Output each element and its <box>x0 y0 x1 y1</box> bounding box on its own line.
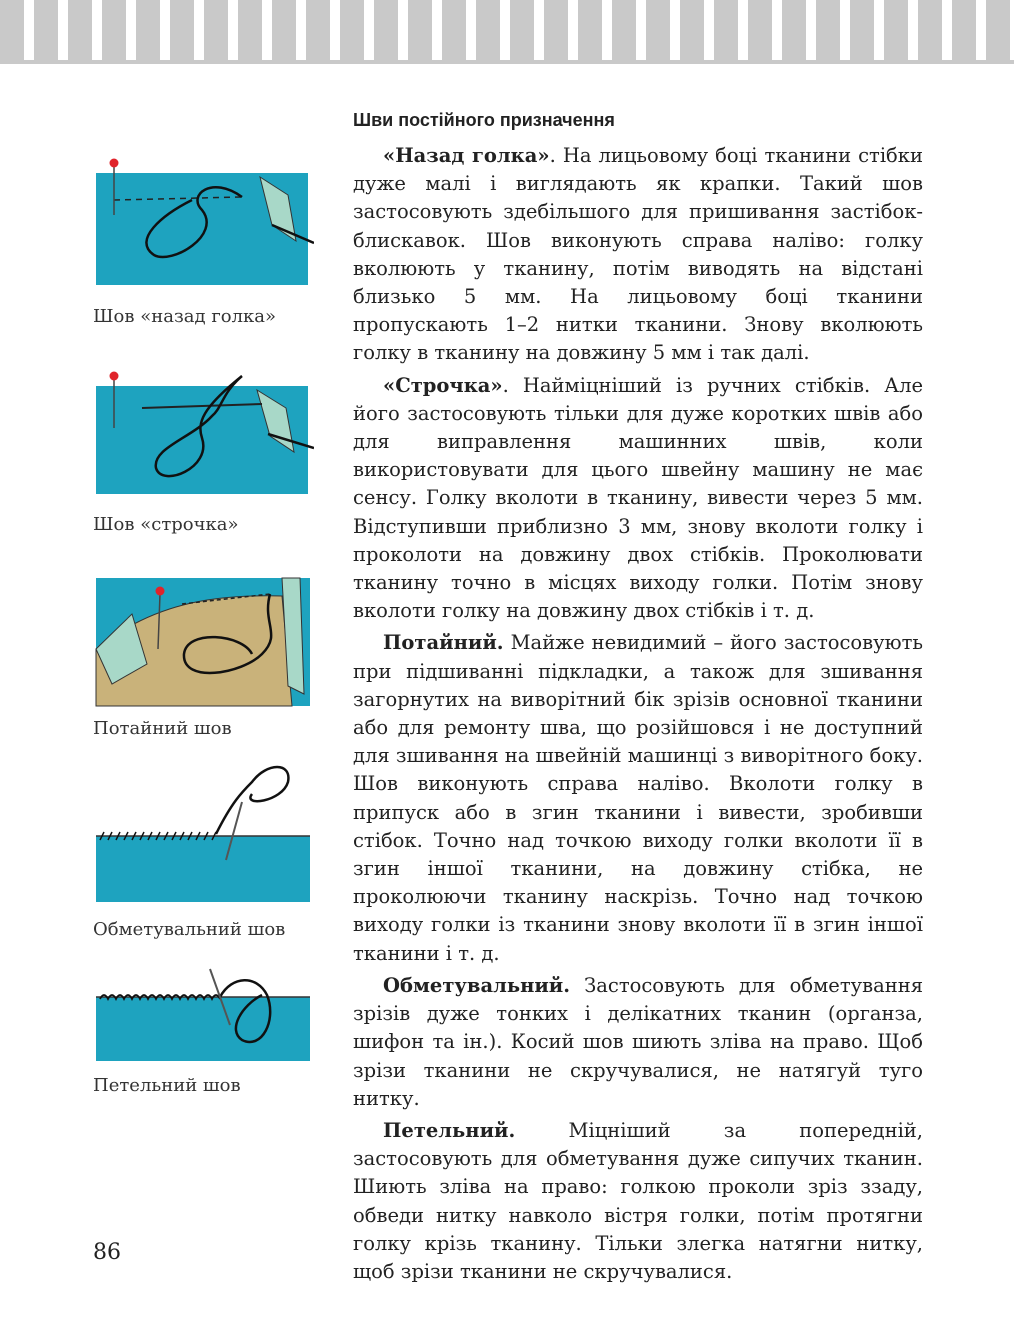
paragraph-buttonhole-stitch <box>353 1117 923 1286</box>
page-number: 86 <box>93 1240 121 1265</box>
section-title: Шви постійного призначення <box>353 110 615 130</box>
figure-back-stitch <box>92 155 314 290</box>
main-text <box>353 142 923 1290</box>
term-strochka: «Строчка» <box>383 373 503 397</box>
figure-strochka <box>92 368 314 498</box>
figure-caption-overcast-stitch: Обметувальний шов <box>93 919 286 940</box>
paragraph-back-stitch <box>353 142 923 368</box>
paragraph-blind-stitch <box>353 629 923 967</box>
paragraph-strochka <box>353 372 923 626</box>
blind-stitch-illustration <box>92 574 314 709</box>
text-back-stitch: . На лицьовому боці тканини стібки дуже малі і виглядають як крапки. Такий шов застосовують здебільшого для пришивання застібок-блискавок. Шов виконують справа наліво: голку вколюють у тканину, потім виводять на відстані близько 5 мм. На лицьовому боці тканини пропускають 1–2 нитки тканини. Знову вколюють голку в тканину на довжину 5 мм і так далі. <box>353 144 923 365</box>
text-blind-stitch: Майже невидимий – його застосовують при підшиванні підкладки, а також для зшивання загорнутих на виворітний бік зрізів основної тканини або для ремонту шва, що розійшовся і не доступний для зшивання на швейній машинці з виворітного боку. Шов виконують справа наліво. Вколоти голку в припуск або в згин тканини і вивести, зробивши стібок. Точно над точкою виходу голки вколоти її в згин іншої тканини, на довжину стібка, не проколюючи тканину наскрізь. Точно над точкою виходу голки із тканини знову вколоти її в згин іншої тканини і т. д. <box>353 631 923 965</box>
figure-caption-back-stitch: Шов «назад голка» <box>93 306 277 327</box>
term-blind-stitch: Потайний. <box>383 631 504 655</box>
term-overcast-stitch: Обметувальний. <box>383 973 571 997</box>
paragraph-overcast-stitch <box>353 972 923 1113</box>
top-decorative-bar <box>0 0 1014 64</box>
figure-caption-strochka: Шов «строчка» <box>93 514 239 535</box>
term-buttonhole-stitch: Петельний. <box>383 1118 516 1142</box>
figure-caption-blind-stitch: Потайний шов <box>93 718 232 739</box>
figure-overcast-stitch <box>92 752 314 907</box>
strochka-illustration <box>92 368 314 498</box>
figure-buttonhole-stitch <box>92 965 314 1063</box>
overcast-stitch-illustration <box>92 752 314 907</box>
text-overcast-stitch: Застосовують для обметування зрізів дуже тонких і делікатних тканин (органза, шифон та ін.). Косий шов шиють зліва на право. Щоб зрізи тканини не скручувалися, не натягуй туго нитку. <box>353 973 923 1110</box>
text-strochka: . Найміцніший із ручних стібків. Але його застосовують тільки для дуже коротких швів або для виправлення машинних швів, коли використовувати для цього швейну машину не має сенсу. Голку вколоти в тканину, вивести через 5 мм. Відступивши приблизно 3 мм, знову вколоти голку і проколоти на довжину двох стібків. Проколювати тканину точно в місцях виходу голки. Потім знову вколоти голку на довжину двох стібків і т. д. <box>353 373 923 623</box>
term-back-stitch: «Назад голка» <box>383 144 550 167</box>
figure-caption-buttonhole-stitch: Петельний шов <box>93 1075 241 1096</box>
back-stitch-illustration <box>92 155 314 290</box>
text-buttonhole-stitch: Міцніший за попередній, застосовують для обметування дуже сипучих тканин. Шиють зліва на право: голкою проколи зріз ззаду, обведи нитку навколо вістря голки, потім протягни голку крізь тканину. Тільки злегка натягни нитку, щоб зрізи тканини не скручувалися. <box>353 1118 923 1283</box>
figure-blind-stitch <box>92 574 314 709</box>
buttonhole-stitch-illustration <box>92 965 314 1063</box>
